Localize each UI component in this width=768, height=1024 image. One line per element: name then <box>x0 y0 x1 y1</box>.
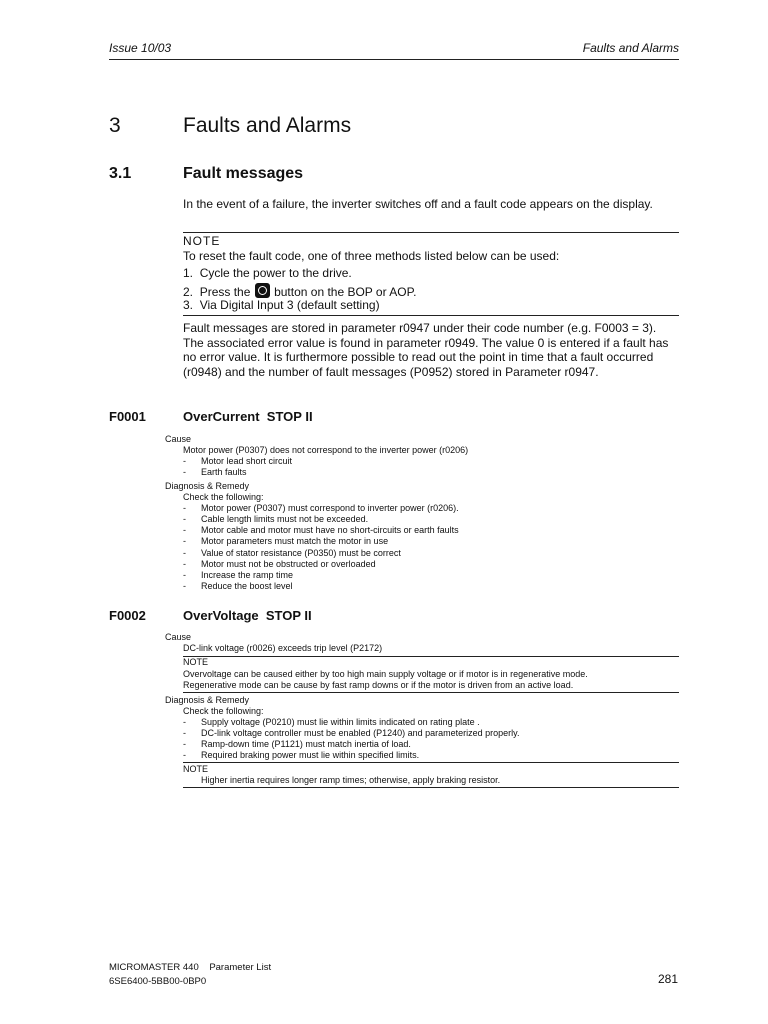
fault-title: OverCurrent STOP II <box>183 409 313 424</box>
fault-storage-paragraph: Fault messages are stored in parameter r0947 under their code number (e.g. F0003 = 3). The associated error value is found in parameter r0949. The value 0 is entered if a fault has no error value. It is furthermore possible to read out the point in time that a fault occurred (r0948) and the number of fault messages (P0952) stored in Parameter r0947. <box>183 321 669 379</box>
fault-title: OverVoltage STOP II <box>183 608 312 623</box>
remedy-intro: Check the following: <box>183 706 264 716</box>
remedy-label: Diagnosis & Remedy <box>165 695 250 705</box>
note-top-rule <box>183 232 679 233</box>
fault-code: F0002 <box>109 608 146 623</box>
section-title: Fault messages <box>183 165 304 182</box>
note-top-rule <box>183 656 679 657</box>
cause-item: - Earth faults <box>183 467 247 477</box>
intro-paragraph: In the event of a failure, the inverter switches off and a fault code appears on the display. <box>183 197 653 211</box>
cause-text: Motor power (P0307) does not correspond to the inverter power (r0206) <box>183 445 469 455</box>
footer-product-line: MICROMASTER 440 Parameter List <box>109 962 272 973</box>
remedy-item: - Required braking power must lie within specified limits. <box>183 750 420 760</box>
note-label: NOTE <box>183 657 209 667</box>
remedy-item: - Supply voltage (P0210) must lie within limits indicated on rating plate . <box>183 717 480 727</box>
section-number: 3.1 <box>109 165 132 182</box>
remedy-item: - Motor must not be obstructed or overloaded <box>183 559 376 569</box>
remedy-item: - Motor parameters must match the motor in use <box>183 536 389 546</box>
remedy-item: - Reduce the boost level <box>183 581 293 591</box>
note-line: Overvoltage can be caused either by too high main supply voltage or if motor is in regenerative mode. <box>183 669 588 679</box>
note-text: To reset the fault code, one of three methods listed below can be used: <box>183 249 560 263</box>
note-label: NOTE <box>183 764 209 774</box>
note-line: Higher inertia requires longer ramp times; otherwise, apply braking resistor. <box>201 775 501 785</box>
page-number: 281 <box>657 972 678 986</box>
fn-button-icon <box>255 283 270 298</box>
header-issue: Issue 10/03 <box>109 41 172 55</box>
note-item-1: 1. Cycle the power to the drive. <box>183 266 352 280</box>
remedy-item: - Motor power (P0307) must correspond to inverter power (r0206). <box>183 503 459 513</box>
remedy-item: - Increase the ramp time <box>183 570 294 580</box>
note-line: Regenerative mode can be cause by fast ramp downs or if the motor is driven from an active load. <box>183 680 574 690</box>
header-rule <box>109 59 679 60</box>
header-chapter: Faults and Alarms <box>582 41 679 55</box>
chapter-title: Faults and Alarms <box>183 114 352 137</box>
cause-text: DC-link voltage (r0026) exceeds trip level (P2172) <box>183 643 383 653</box>
cause-label: Cause <box>165 434 192 444</box>
remedy-item: - Cable length limits must not be exceeded. <box>183 514 369 524</box>
chapter-number: 3 <box>109 114 121 137</box>
note-bottom-rule <box>183 692 679 693</box>
note-item-3: 3. Via Digital Input 3 (default setting) <box>183 298 380 312</box>
cause-item: - Motor lead short circuit <box>183 456 293 466</box>
note-bottom-rule <box>183 315 679 316</box>
remedy-item: - Ramp-down time (P1121) must match inertia of load. <box>183 739 411 749</box>
remedy-intro: Check the following: <box>183 492 264 502</box>
note-item-2: 2. Press the button on the BOP or AOP. <box>183 285 417 299</box>
note-label: NOTE <box>183 234 221 248</box>
fault-code: F0001 <box>109 409 146 424</box>
remedy-item: - DC-link voltage controller must be enabled (P1240) and parameterized properly. <box>183 728 520 738</box>
remedy-label: Diagnosis & Remedy <box>165 481 250 491</box>
note2-top-rule <box>183 762 679 763</box>
remedy-item: - Value of stator resistance (P0350) must be correct <box>183 548 401 558</box>
note2-bottom-rule <box>183 787 679 788</box>
cause-label: Cause <box>165 632 192 642</box>
footer-order-number: 6SE6400-5BB00-0BP0 <box>109 976 207 987</box>
remedy-item: - Motor cable and motor must have no short-circuits or earth faults <box>183 525 459 535</box>
